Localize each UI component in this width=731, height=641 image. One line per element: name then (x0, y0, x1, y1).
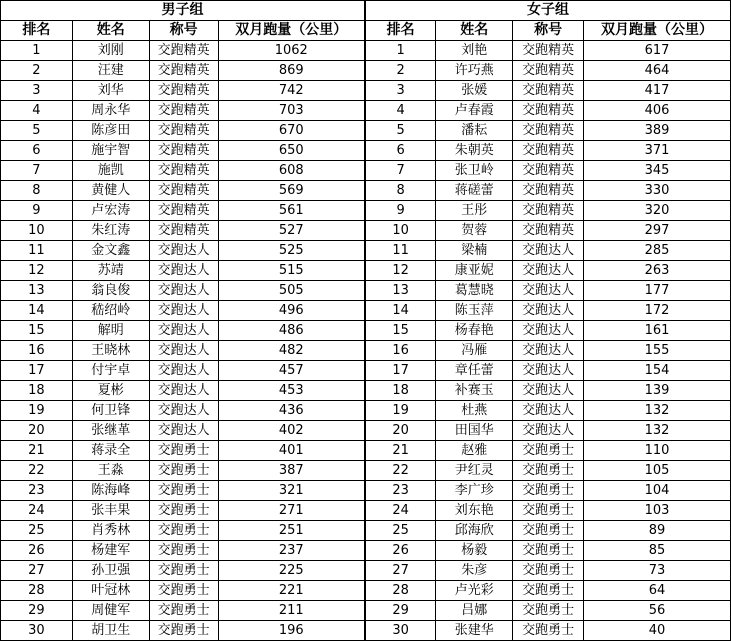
women-distance-cell: 110 (584, 441, 731, 461)
women-rank-cell: 6 (365, 141, 436, 161)
women-rank-cell: 13 (365, 281, 436, 301)
women-rank-cell: 16 (365, 341, 436, 361)
men-name-cell: 施凯 (72, 161, 149, 181)
women-name-cell: 田国华 (436, 421, 513, 441)
men-name-cell: 金文鑫 (72, 241, 149, 261)
women-name-cell: 蒋磋蕾 (436, 181, 513, 201)
table-row (1, 561, 731, 581)
women-name-cell: 补赛玉 (436, 381, 513, 401)
table-row (1, 41, 731, 61)
men-rank-cell: 15 (1, 321, 73, 341)
men-title-cell: 交跑达人 (149, 401, 218, 421)
men-title-cell: 交跑达人 (149, 301, 218, 321)
women-rank-cell: 28 (365, 581, 436, 601)
men-distance-cell: 486 (218, 321, 365, 341)
men-title-cell: 交跑勇士 (149, 541, 218, 561)
table-row (1, 281, 731, 301)
women-distance-cell: 64 (584, 581, 731, 601)
men-name-cell: 周健军 (72, 601, 149, 621)
women-name-cell: 杨春艳 (436, 321, 513, 341)
men-title-cell: 交跑勇士 (149, 501, 218, 521)
women-name-cell: 陈玉萍 (436, 301, 513, 321)
men-distance-header: 双月跑量（公里） (218, 21, 365, 41)
men-rank-cell: 28 (1, 581, 73, 601)
men-rank-cell: 25 (1, 521, 73, 541)
women-distance-cell: 371 (584, 141, 731, 161)
women-name-cell: 杨毅 (436, 541, 513, 561)
women-distance-cell: 263 (584, 261, 731, 281)
women-title-cell: 交跑精英 (513, 181, 584, 201)
women-name-header: 姓名 (436, 21, 513, 41)
table-row (1, 61, 731, 81)
women-rank-cell: 20 (365, 421, 436, 441)
women-title-cell: 交跑勇士 (513, 541, 584, 561)
men-name-cell: 蒋录全 (72, 441, 149, 461)
men-distance-cell: 742 (218, 81, 365, 101)
women-name-cell: 尹红灵 (436, 461, 513, 481)
women-rank-cell: 25 (365, 521, 436, 541)
women-rank-cell: 15 (365, 321, 436, 341)
women-name-cell: 卢春霞 (436, 101, 513, 121)
women-title-cell: 交跑达人 (513, 321, 584, 341)
men-name-cell: 肖秀林 (72, 521, 149, 541)
women-name-cell: 朱彦 (436, 561, 513, 581)
women-name-cell: 潘耘 (436, 121, 513, 141)
table-row (1, 401, 731, 421)
men-title-cell: 交跑勇士 (149, 521, 218, 541)
men-distance-cell: 457 (218, 361, 365, 381)
women-title-cell: 交跑勇士 (513, 561, 584, 581)
women-title-cell: 交跑达人 (513, 301, 584, 321)
women-rank-header: 排名 (365, 21, 436, 41)
table-row (1, 521, 731, 541)
men-name-cell: 陈彦田 (72, 121, 149, 141)
women-distance-cell: 104 (584, 481, 731, 501)
men-name-cell: 刘华 (72, 81, 149, 101)
men-title-cell: 交跑达人 (149, 281, 218, 301)
table-row (1, 481, 731, 501)
women-rank-cell: 18 (365, 381, 436, 401)
men-name-header: 姓名 (72, 21, 149, 41)
women-title-cell: 交跑勇士 (513, 461, 584, 481)
women-title-cell: 交跑精英 (513, 221, 584, 241)
women-rank-cell: 29 (365, 601, 436, 621)
column-header-row (1, 21, 731, 41)
men-distance-cell: 569 (218, 181, 365, 201)
women-distance-cell: 89 (584, 521, 731, 541)
women-name-cell: 章任蕾 (436, 361, 513, 381)
women-rank-cell: 1 (365, 41, 436, 61)
men-rank-cell: 29 (1, 601, 73, 621)
men-distance-cell: 1062 (218, 41, 365, 61)
women-distance-cell: 73 (584, 561, 731, 581)
women-name-cell: 吕娜 (436, 601, 513, 621)
men-rank-cell: 11 (1, 241, 73, 261)
women-title-cell: 交跑勇士 (513, 601, 584, 621)
men-rank-cell: 20 (1, 421, 73, 441)
women-title-header: 称号 (513, 21, 584, 41)
men-distance-cell: 211 (218, 601, 365, 621)
men-distance-cell: 703 (218, 101, 365, 121)
men-name-cell: 王淼 (72, 461, 149, 481)
men-name-cell: 叶冠林 (72, 581, 149, 601)
women-name-cell: 张建华 (436, 621, 513, 641)
women-title-cell: 交跑精英 (513, 201, 584, 221)
men-name-cell: 解明 (72, 321, 149, 341)
women-distance-cell: 320 (584, 201, 731, 221)
men-distance-cell: 670 (218, 121, 365, 141)
women-title-cell: 交跑精英 (513, 121, 584, 141)
men-title-header: 称号 (149, 21, 218, 41)
men-title-cell: 交跑达人 (149, 241, 218, 261)
women-rank-cell: 22 (365, 461, 436, 481)
women-name-cell: 梁楠 (436, 241, 513, 261)
women-rank-cell: 8 (365, 181, 436, 201)
women-distance-cell: 406 (584, 101, 731, 121)
men-title-cell: 交跑勇士 (149, 461, 218, 481)
women-rank-cell: 26 (365, 541, 436, 561)
women-distance-cell: 154 (584, 361, 731, 381)
men-distance-cell: 453 (218, 381, 365, 401)
men-name-cell: 施宇智 (72, 141, 149, 161)
table-row (1, 141, 731, 161)
men-distance-cell: 221 (218, 581, 365, 601)
men-rank-header: 排名 (1, 21, 73, 41)
women-title-cell: 交跑勇士 (513, 441, 584, 461)
men-rank-cell: 4 (1, 101, 73, 121)
table-row (1, 541, 731, 561)
men-title-cell: 交跑精英 (149, 201, 218, 221)
men-title-cell: 交跑精英 (149, 221, 218, 241)
women-rank-cell: 11 (365, 241, 436, 261)
men-distance-cell: 402 (218, 421, 365, 441)
women-title-cell: 交跑精英 (513, 141, 584, 161)
men-rank-cell: 13 (1, 281, 73, 301)
women-rank-cell: 3 (365, 81, 436, 101)
women-distance-cell: 56 (584, 601, 731, 621)
women-distance-cell: 389 (584, 121, 731, 141)
women-name-cell: 康亚妮 (436, 261, 513, 281)
table-row (1, 421, 731, 441)
women-rank-cell: 7 (365, 161, 436, 181)
men-distance-cell: 496 (218, 301, 365, 321)
women-distance-cell: 103 (584, 501, 731, 521)
men-distance-cell: 401 (218, 441, 365, 461)
men-rank-cell: 27 (1, 561, 73, 581)
men-rank-cell: 16 (1, 341, 73, 361)
women-rank-cell: 24 (365, 501, 436, 521)
men-name-cell: 陈海峰 (72, 481, 149, 501)
men-rank-cell: 24 (1, 501, 73, 521)
men-name-cell: 胡卫生 (72, 621, 149, 641)
men-title-cell: 交跑精英 (149, 41, 218, 61)
women-title-cell: 交跑达人 (513, 241, 584, 261)
men-distance-cell: 515 (218, 261, 365, 281)
women-name-cell: 冯雁 (436, 341, 513, 361)
women-rank-cell: 9 (365, 201, 436, 221)
men-name-cell: 张丰果 (72, 501, 149, 521)
women-rank-cell: 5 (365, 121, 436, 141)
women-distance-cell: 132 (584, 401, 731, 421)
men-group-title: 男子组 (1, 1, 365, 21)
men-name-cell: 刘刚 (72, 41, 149, 61)
women-distance-cell: 132 (584, 421, 731, 441)
men-rank-cell: 3 (1, 81, 73, 101)
men-name-cell: 汪建 (72, 61, 149, 81)
table-row (1, 601, 731, 621)
women-rank-cell: 30 (365, 621, 436, 641)
men-distance-cell: 387 (218, 461, 365, 481)
women-title-cell: 交跑勇士 (513, 521, 584, 541)
women-rank-cell: 19 (365, 401, 436, 421)
table-row (1, 361, 731, 381)
women-name-cell: 李广珍 (436, 481, 513, 501)
men-rank-cell: 6 (1, 141, 73, 161)
men-name-cell: 张继革 (72, 421, 149, 441)
men-rank-cell: 14 (1, 301, 73, 321)
table-row (1, 241, 731, 261)
men-title-cell: 交跑精英 (149, 181, 218, 201)
women-distance-cell: 285 (584, 241, 731, 261)
table-row (1, 301, 731, 321)
men-distance-cell: 436 (218, 401, 365, 421)
women-distance-cell: 139 (584, 381, 731, 401)
men-title-cell: 交跑勇士 (149, 621, 218, 641)
women-distance-cell: 464 (584, 61, 731, 81)
table-row (1, 201, 731, 221)
table-row (1, 621, 731, 641)
women-title-cell: 交跑勇士 (513, 501, 584, 521)
women-name-cell: 赵雅 (436, 441, 513, 461)
men-title-cell: 交跑勇士 (149, 601, 218, 621)
men-distance-cell: 505 (218, 281, 365, 301)
women-name-cell: 葛慧晓 (436, 281, 513, 301)
men-rank-cell: 18 (1, 381, 73, 401)
men-distance-cell: 561 (218, 201, 365, 221)
men-name-cell: 周永华 (72, 101, 149, 121)
men-title-cell: 交跑精英 (149, 121, 218, 141)
men-rank-cell: 9 (1, 201, 73, 221)
women-distance-cell: 417 (584, 81, 731, 101)
men-name-cell: 孙卫强 (72, 561, 149, 581)
men-distance-cell: 196 (218, 621, 365, 641)
women-rank-cell: 12 (365, 261, 436, 281)
men-distance-cell: 527 (218, 221, 365, 241)
men-name-cell: 翁良俊 (72, 281, 149, 301)
table-row (1, 81, 731, 101)
men-distance-cell: 482 (218, 341, 365, 361)
men-distance-cell: 869 (218, 61, 365, 81)
men-rank-cell: 17 (1, 361, 73, 381)
table-row (1, 181, 731, 201)
table-row (1, 581, 731, 601)
men-name-cell: 朱红涛 (72, 221, 149, 241)
men-distance-cell: 525 (218, 241, 365, 261)
women-title-cell: 交跑达人 (513, 261, 584, 281)
table-row (1, 261, 731, 281)
women-distance-cell: 177 (584, 281, 731, 301)
men-rank-cell: 8 (1, 181, 73, 201)
women-distance-cell: 85 (584, 541, 731, 561)
women-rank-cell: 27 (365, 561, 436, 581)
women-title-cell: 交跑精英 (513, 101, 584, 121)
table-row (1, 221, 731, 241)
women-title-cell: 交跑勇士 (513, 481, 584, 501)
men-distance-cell: 225 (218, 561, 365, 581)
women-rank-cell: 2 (365, 61, 436, 81)
women-name-cell: 卢光彩 (436, 581, 513, 601)
men-title-cell: 交跑精英 (149, 81, 218, 101)
men-name-cell: 黄健人 (72, 181, 149, 201)
women-title-cell: 交跑达人 (513, 381, 584, 401)
men-distance-cell: 271 (218, 501, 365, 521)
women-rank-cell: 14 (365, 301, 436, 321)
men-rank-cell: 26 (1, 541, 73, 561)
men-title-cell: 交跑精英 (149, 141, 218, 161)
women-rank-cell: 10 (365, 221, 436, 241)
men-name-cell: 王晓林 (72, 341, 149, 361)
men-rank-cell: 22 (1, 461, 73, 481)
group-header-row (1, 1, 731, 21)
table-row (1, 441, 731, 461)
men-title-cell: 交跑达人 (149, 421, 218, 441)
women-name-cell: 邱海欣 (436, 521, 513, 541)
women-title-cell: 交跑达人 (513, 401, 584, 421)
women-distance-cell: 297 (584, 221, 731, 241)
men-title-cell: 交跑精英 (149, 101, 218, 121)
men-name-cell: 杨建军 (72, 541, 149, 561)
men-rank-cell: 12 (1, 261, 73, 281)
women-distance-cell: 40 (584, 621, 731, 641)
men-distance-cell: 650 (218, 141, 365, 161)
men-name-cell: 何卫锋 (72, 401, 149, 421)
men-rank-cell: 19 (1, 401, 73, 421)
men-name-cell: 付宇卓 (72, 361, 149, 381)
women-distance-cell: 345 (584, 161, 731, 181)
women-name-cell: 朱朝英 (436, 141, 513, 161)
table-row (1, 101, 731, 121)
men-rank-cell: 5 (1, 121, 73, 141)
women-title-cell: 交跑精英 (513, 61, 584, 81)
women-rank-cell: 4 (365, 101, 436, 121)
men-title-cell: 交跑勇士 (149, 561, 218, 581)
women-name-cell: 张媛 (436, 81, 513, 101)
men-rank-cell: 2 (1, 61, 73, 81)
men-rank-cell: 23 (1, 481, 73, 501)
women-title-cell: 交跑勇士 (513, 621, 584, 641)
women-name-cell: 张卫岭 (436, 161, 513, 181)
women-group-title: 女子组 (365, 1, 731, 21)
table-row (1, 121, 731, 141)
women-title-cell: 交跑精英 (513, 161, 584, 181)
men-title-cell: 交跑达人 (149, 361, 218, 381)
table-row (1, 161, 731, 181)
women-title-cell: 交跑勇士 (513, 581, 584, 601)
men-distance-cell: 237 (218, 541, 365, 561)
women-distance-cell: 617 (584, 41, 731, 61)
table-row (1, 321, 731, 341)
men-title-cell: 交跑勇士 (149, 581, 218, 601)
men-rank-cell: 7 (1, 161, 73, 181)
men-rank-cell: 1 (1, 41, 73, 61)
table-row (1, 461, 731, 481)
women-distance-cell: 105 (584, 461, 731, 481)
men-name-cell: 苏靖 (72, 261, 149, 281)
women-title-cell: 交跑达人 (513, 341, 584, 361)
men-rank-cell: 30 (1, 621, 73, 641)
women-title-cell: 交跑精英 (513, 81, 584, 101)
women-title-cell: 交跑达人 (513, 281, 584, 301)
women-rank-cell: 17 (365, 361, 436, 381)
table-row (1, 341, 731, 361)
men-rank-cell: 10 (1, 221, 73, 241)
women-title-cell: 交跑精英 (513, 41, 584, 61)
women-distance-cell: 330 (584, 181, 731, 201)
men-rank-cell: 21 (1, 441, 73, 461)
men-distance-cell: 251 (218, 521, 365, 541)
men-title-cell: 交跑精英 (149, 61, 218, 81)
women-name-cell: 杜燕 (436, 401, 513, 421)
women-title-cell: 交跑达人 (513, 361, 584, 381)
women-distance-cell: 172 (584, 301, 731, 321)
table-row (1, 381, 731, 401)
women-title-cell: 交跑达人 (513, 421, 584, 441)
women-name-cell: 刘东艳 (436, 501, 513, 521)
women-distance-cell: 161 (584, 321, 731, 341)
men-title-cell: 交跑达人 (149, 261, 218, 281)
men-distance-cell: 321 (218, 481, 365, 501)
men-name-cell: 夏彬 (72, 381, 149, 401)
men-title-cell: 交跑达人 (149, 341, 218, 361)
table-row (1, 501, 731, 521)
men-title-cell: 交跑勇士 (149, 481, 218, 501)
men-name-cell: 卢宏涛 (72, 201, 149, 221)
men-title-cell: 交跑达人 (149, 381, 218, 401)
women-name-cell: 王彤 (436, 201, 513, 221)
women-name-cell: 许巧燕 (436, 61, 513, 81)
men-distance-cell: 608 (218, 161, 365, 181)
women-distance-cell: 155 (584, 341, 731, 361)
women-name-cell: 刘艳 (436, 41, 513, 61)
women-rank-cell: 23 (365, 481, 436, 501)
men-title-cell: 交跑勇士 (149, 441, 218, 461)
women-rank-cell: 21 (365, 441, 436, 461)
women-name-cell: 贺蓉 (436, 221, 513, 241)
men-name-cell: 嵇绍岭 (72, 301, 149, 321)
men-title-cell: 交跑达人 (149, 321, 218, 341)
women-distance-header: 双月跑量（公里） (584, 21, 731, 41)
men-title-cell: 交跑精英 (149, 161, 218, 181)
